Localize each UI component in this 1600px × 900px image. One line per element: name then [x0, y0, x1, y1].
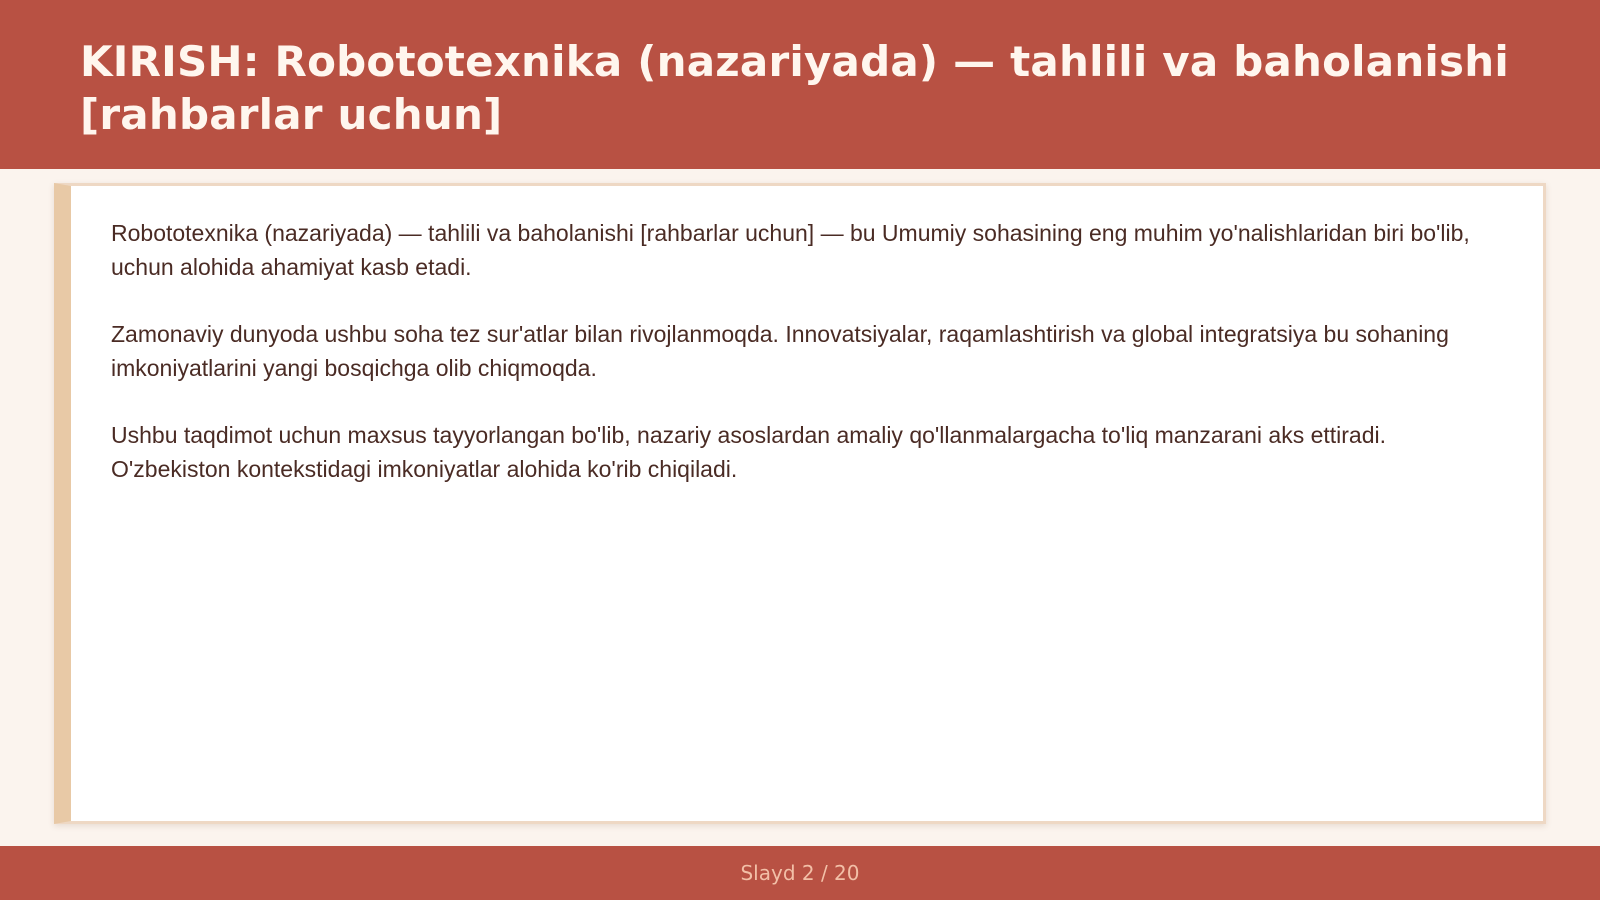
purpose-paragraph: Ushbu taqdimot uchun maxsus tayyorlangan bo'lib, nazariy asoslardan amaliy qo'llanmalargacha to'liq manzarani aks ettiradi. O'zbekiston kontekstidagi imkoniyatlar alohida ko'rib chiqiladi. [111, 422, 1387, 482]
slide-title: KIRISH: Robototexnika (nazariyada) — tahlili va baholanishi [rahbarlar uchun] [80, 37, 1509, 139]
slide-number: Slayd 2 / 20 [740, 861, 860, 885]
context-paragraph: Zamonaviy dunyoda ushbu soha tez sur'atlar bilan rivojlanmoqda. Innovatsiyalar, raqamlashtirish va global integratsiya bu sohaning imkoniyatlarini yangi bosqichga olib chiqmoqda. [111, 321, 1449, 381]
content-card [54, 183, 1546, 824]
intro-paragraph: Robototexnika (nazariyada) — tahlili va baholanishi [rahbarlar uchun] — bu Umumiy sohasining eng muhim yo'nalishlaridan biri bo'lib, uchun alohida ahamiyat kasb etadi. [111, 220, 1470, 280]
slide-footer [0, 846, 1600, 900]
slide-header [0, 0, 1600, 169]
